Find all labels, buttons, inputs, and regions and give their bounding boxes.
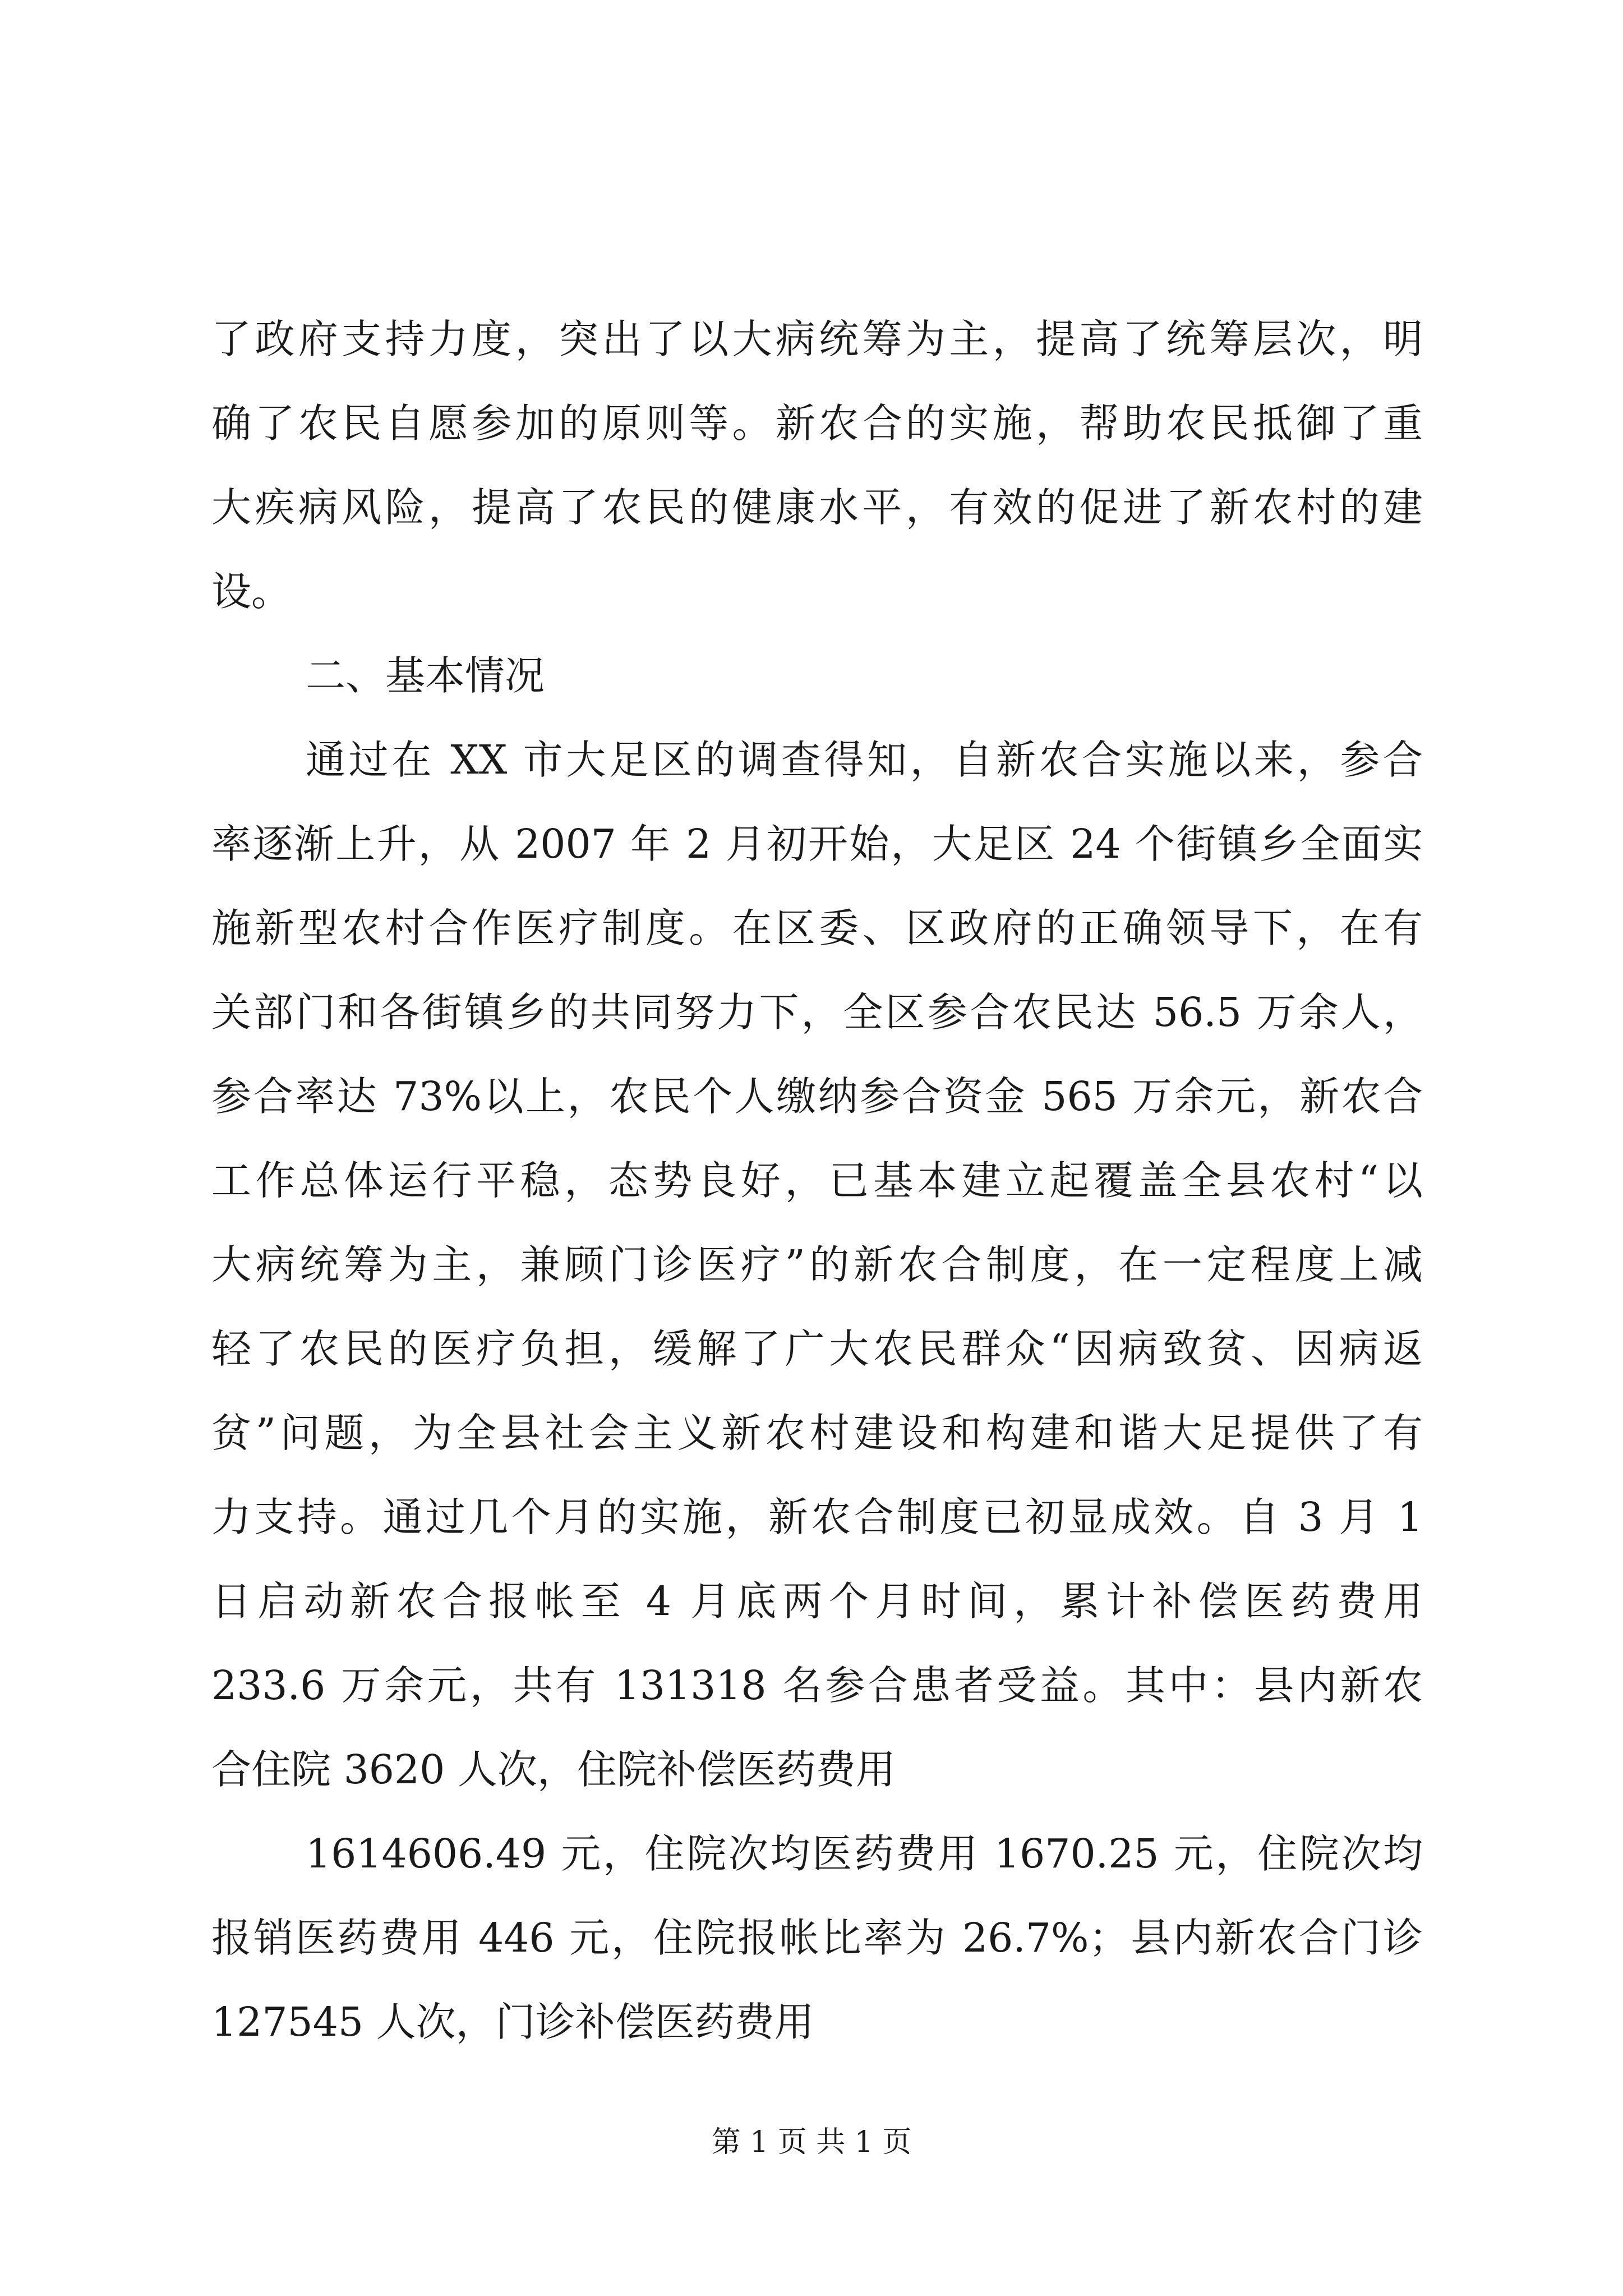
text-line: 力支持。通过几个月的实施，新农合制度已初显成效。自 3 月 1	[211, 1494, 1423, 1540]
text-line: 合住院 3620 人次，住院补偿医药费用	[211, 1746, 896, 1793]
text-line: 工作总体运行平稳，态势良好，已基本建立起覆盖全县农村“以	[211, 1157, 1423, 1204]
text-line: 贫”问题，为全县社会主义新农村建设和构建和谐大足提供了有	[211, 1410, 1423, 1456]
text-line: 1614606.49 元，住院次均医药费用 1670.25 元，住院次均	[306, 1830, 1423, 1877]
text-line: 127545 人次，门诊补偿医药费用	[211, 1999, 814, 2045]
section-heading: 二、基本情况	[306, 652, 545, 699]
text-line: 设。	[211, 568, 292, 615]
page-number-footer: 第 1 页 共 1 页	[711, 2125, 912, 2159]
text-line: 大病统筹为主，兼顾门诊医疗”的新农合制度，在一定程度上减	[211, 1241, 1423, 1288]
text-line: 报销医药费用 446 元，住院报帐比率为 26.7%；县内新农合门诊	[211, 1915, 1423, 1961]
text-line: 日启动新农合报帐至 4 月底两个月时间，累计补偿医药费用	[211, 1578, 1423, 1625]
text-line: 率逐渐上升，从 2007 年 2 月初开始，大足区 24 个街镇乡全面实	[211, 821, 1423, 867]
text-line: 轻了农民的医疗负担，缓解了广大农民群众“因病致贫、因病返	[211, 1326, 1423, 1372]
text-line: 关部门和各街镇乡的共同努力下，全区参合农民达 56.5 万余人，	[211, 989, 1423, 1036]
text-line: 确了农民自愿参加的原则等。新农合的实施，帮助农民抵御了重	[211, 400, 1423, 447]
text-line: 大疾病风险，提高了农民的健康水平，有效的促进了新农村的建	[211, 484, 1423, 531]
document-body	[211, 297, 1423, 2064]
text-line: 施新型农村合作医疗制度。在区委、区政府的正确领导下，在有	[211, 905, 1423, 951]
text-line: 参合率达 73%以上，农民个人缴纳参合资金 565 万余元，新农合	[211, 1073, 1423, 1120]
text-line: 了政府支持力度，突出了以大病统筹为主，提高了统筹层次，明	[211, 316, 1423, 362]
text-line: 233.6 万余元，共有 131318 名参合患者受益。其中：县内新农	[211, 1662, 1423, 1709]
text-line: 通过在 XX 市大足区的调查得知，自新农合实施以来，参合	[306, 737, 1423, 783]
